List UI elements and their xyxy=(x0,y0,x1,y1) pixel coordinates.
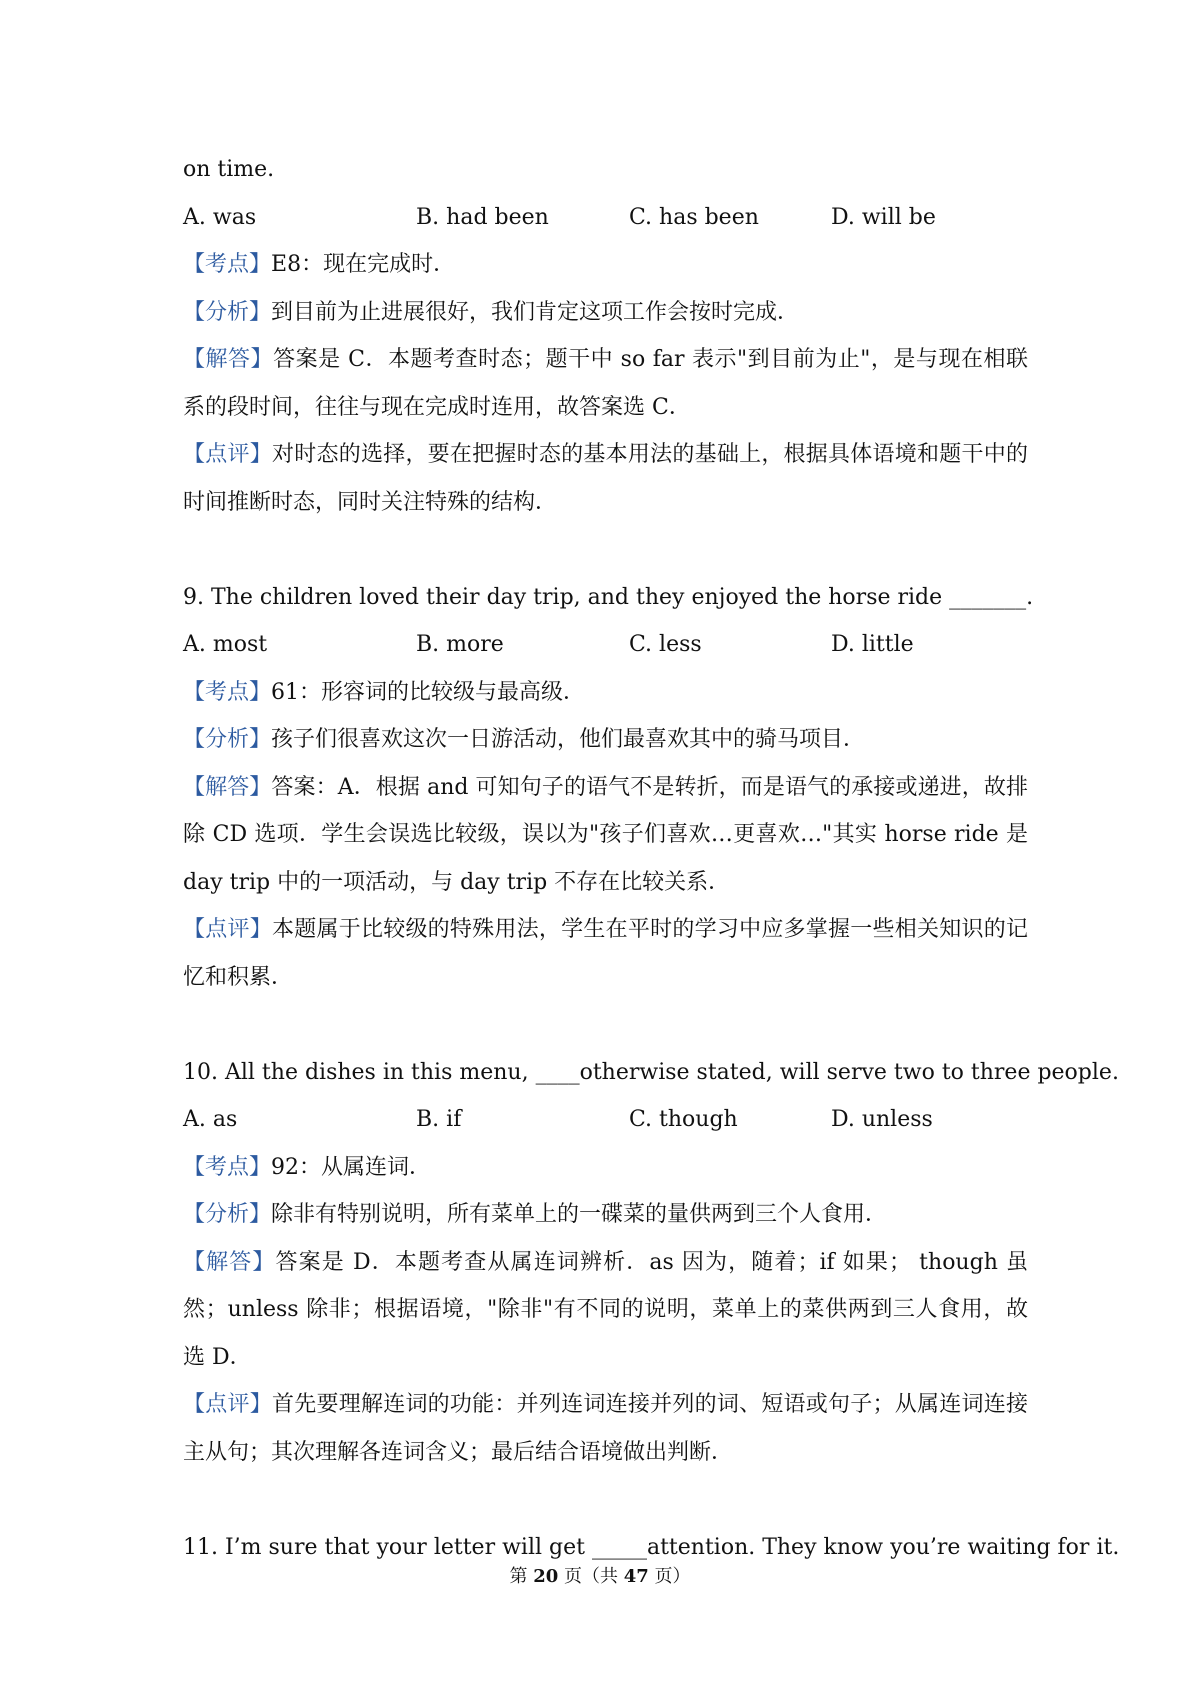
q10-fenxi xyxy=(183,1191,1028,1239)
footer-total-pages: 47 xyxy=(623,1566,649,1587)
q10-jieda-text: 答案是 D．本题考查从属连词辨析．as 因为，随着；if 如果； though 虽然；unless 除非；根据语境，"除非"有不同的说明，菜单上的菜供两到三人食用，故选 D． xyxy=(183,1249,1028,1370)
q9-option-c: C. less xyxy=(629,632,702,657)
q10-stem: 10. All the dishes in this menu, ____otherwise stated, will serve two to three people. xyxy=(183,1059,1119,1085)
q8-option-b: B. had been xyxy=(416,204,549,230)
q9-options xyxy=(183,621,1028,669)
q8-dianping xyxy=(183,431,1028,526)
spacer xyxy=(183,1476,1028,1524)
kaodian-tag: 【考点】 xyxy=(183,252,272,277)
q10-fenxi-text: 除非有特别说明，所有菜单上的一碟菜的量供两到三个人食用． xyxy=(271,1202,888,1227)
q9-option-b: B. more xyxy=(416,632,504,657)
jieda-tag: 【解答】 xyxy=(183,1249,276,1275)
q8-jieda-text: 答案是 C．本题考查时态；题干中 so far 表示"到目前为止"，是与现在相联系的段时间，往往与现在完成时连用，故答案选 C． xyxy=(183,347,1028,420)
q9-fenxi-text: 孩子们很喜欢这次一日游活动，他们最喜欢其中的骑马项目． xyxy=(271,727,866,752)
q9-stem: 9. The children loved their day trip, and they enjoyed the horse ride _______. xyxy=(183,584,1034,610)
q10-kaodian xyxy=(183,1144,1028,1192)
q8-stem-tail: on time. xyxy=(183,157,275,182)
q10-option-b: B. if xyxy=(416,1107,462,1132)
dianping-tag: 【点评】 xyxy=(183,442,272,467)
q8-option-c: C. has been xyxy=(629,204,759,230)
q8-dianping-text: 对时态的选择，要在把握时态的基本用法的基础上，根据具体语境和题干中的时间推断时态，同时关注特殊的结构． xyxy=(183,442,1028,515)
document-page xyxy=(183,146,1120,1571)
jieda-tag: 【解答】 xyxy=(183,347,274,372)
q8-kaodian xyxy=(183,241,1028,289)
fenxi-tag: 【分析】 xyxy=(183,1202,272,1227)
q9-jieda-text: 答案：A．根据 and 可知句子的语气不是转折，而是语气的承接或递进，故排除 CD 选项．学生会误选比较级，误以为"孩子们喜欢…更喜欢…"其实 horse ride 是 day trip 中的一项活动，与 day trip 不存在比较关系． xyxy=(183,774,1028,895)
q10-dianping-text: 首先要理解连词的功能：并列连词连接并列的词、短语或句子；从属连词连接主从句；其次理解各连词含义；最后结合语境做出判断． xyxy=(183,1392,1028,1465)
kaodian-tag: 【考点】 xyxy=(183,679,272,705)
q8-fenxi-text: 到目前为止进展很好，我们肯定这项工作会按时完成． xyxy=(271,299,800,325)
dianping-tag: 【点评】 xyxy=(183,1392,272,1417)
q9-option-d: D. little xyxy=(831,632,914,657)
q8-kaodian-text: E8：现在完成时． xyxy=(271,252,456,277)
q9-kaodian xyxy=(183,669,1028,717)
q10-kaodian-text: 92：从属连词． xyxy=(271,1154,432,1180)
q10-options xyxy=(183,1096,1028,1144)
q10-jieda xyxy=(183,1239,1028,1382)
kaodian-tag: 【考点】 xyxy=(183,1154,272,1180)
spacer xyxy=(183,526,1028,574)
q8-options xyxy=(183,194,1028,242)
q8-option-d: D. will be xyxy=(831,204,936,230)
q8-option-a: A. was xyxy=(183,204,257,230)
q8-jieda xyxy=(183,336,1028,431)
footer-middle: 页（共 xyxy=(558,1566,624,1587)
q9-kaodian-text: 61：形容词的比较级与最高级． xyxy=(271,679,586,705)
footer-prefix: 第 xyxy=(509,1566,534,1587)
q10-dianping xyxy=(183,1381,1028,1476)
q10-option-c: C. though xyxy=(629,1107,738,1132)
q8-fenxi xyxy=(183,289,1028,337)
dianping-tag: 【点评】 xyxy=(183,917,272,942)
spacer xyxy=(183,1001,1028,1049)
q11-stem: 11. I’m sure that your letter will get _____attention. They know you’re waiting for it. xyxy=(183,1534,1120,1560)
q10-option-a: A. as xyxy=(183,1107,238,1132)
q9-dianping xyxy=(183,906,1028,1001)
q9-dianping-text: 本题属于比较级的特殊用法，学生在平时的学习中应多掌握一些相关知识的记忆和积累． xyxy=(183,917,1028,990)
q9-fenxi xyxy=(183,716,1028,764)
footer-suffix: 页） xyxy=(648,1566,691,1587)
q9-option-a: A. most xyxy=(183,632,268,657)
q9-jieda xyxy=(183,764,1028,907)
fenxi-tag: 【分析】 xyxy=(183,727,272,752)
jieda-tag: 【解答】 xyxy=(183,774,272,800)
q10-option-d: D. unless xyxy=(831,1107,933,1132)
page-footer xyxy=(0,1562,1200,1588)
fenxi-tag: 【分析】 xyxy=(183,299,272,325)
footer-current-page: 20 xyxy=(533,1566,559,1587)
